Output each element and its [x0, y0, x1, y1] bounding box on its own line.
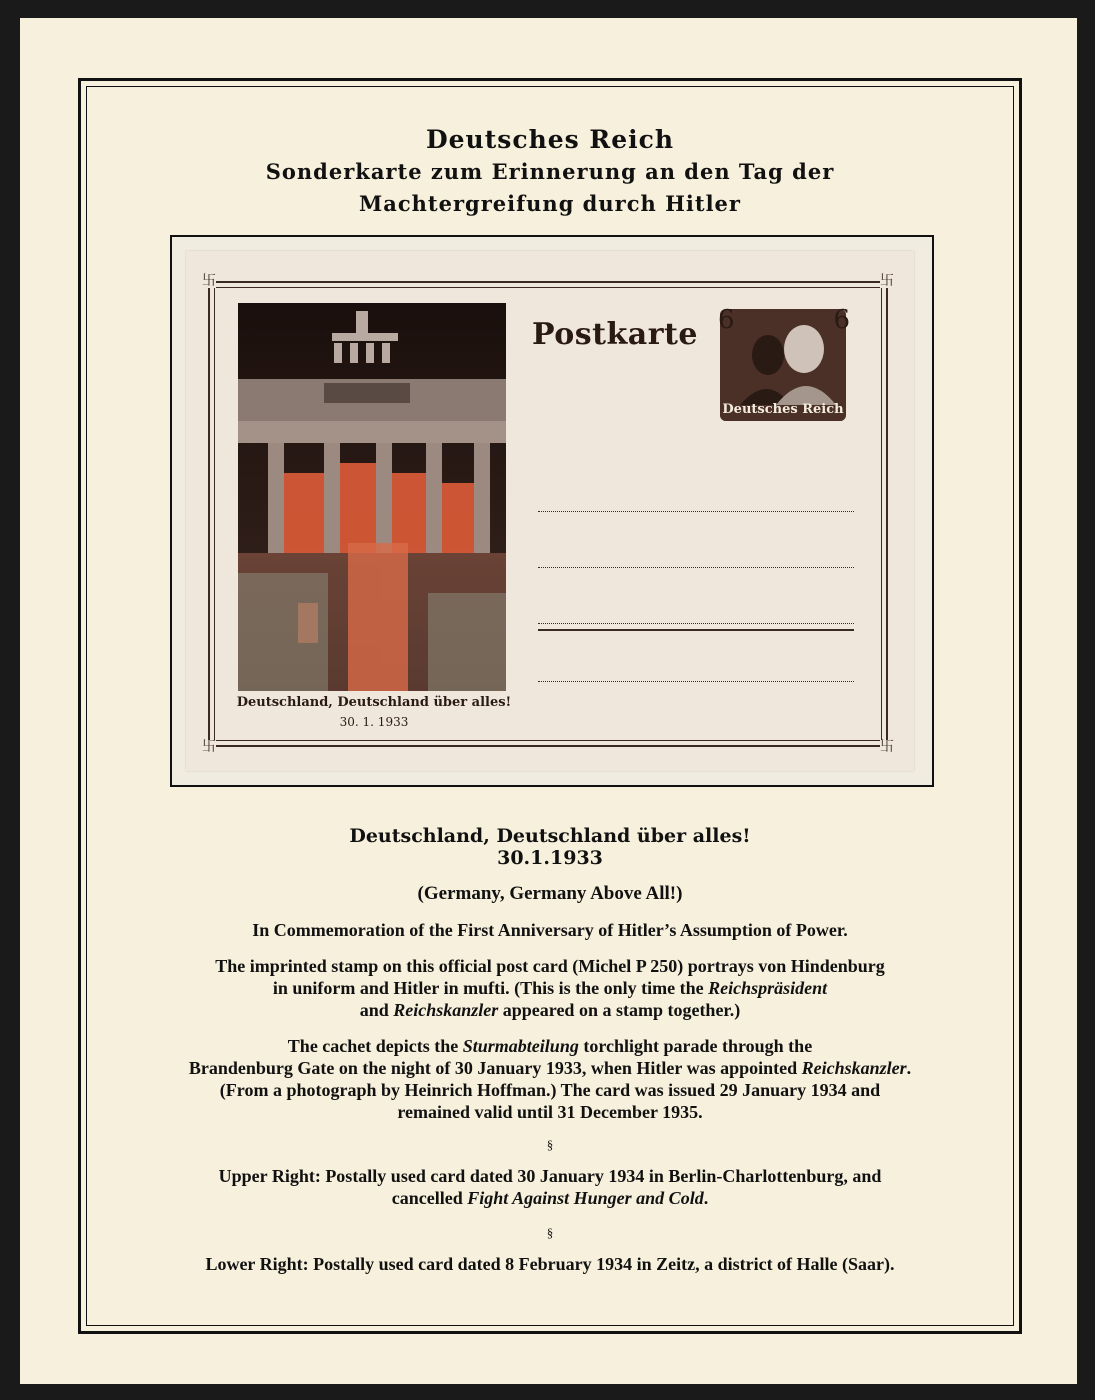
stamp-value-left: 6	[718, 305, 735, 335]
commemoration-text: In Commemoration of the First Anniversary of Hitler’s Assumption of Power.	[252, 920, 848, 940]
page-frame	[78, 78, 1022, 1334]
postcard	[186, 251, 914, 771]
address-line	[538, 623, 854, 624]
picture-date: 30. 1. 1933	[339, 715, 409, 729]
address-line	[538, 567, 854, 568]
heading-subtitle-1: Sonderkarte zum Erinnerung an den Tag der	[265, 159, 835, 184]
caption-title: Deutschland, Deutschland über alles!	[349, 825, 751, 847]
section-mark: §	[546, 1225, 554, 1240]
page-frame-inner	[86, 86, 1014, 1326]
address-line	[538, 629, 854, 631]
picture-caption: Deutschland, Deutschland über alles!	[236, 695, 512, 710]
lower-right-note: Lower Right: Postally used card dated 8 February 1934 in Zeitz, a district of Halle (Saar).	[205, 1254, 895, 1274]
stamp-value-right: 6	[833, 305, 850, 335]
cachet-paragraph: The cachet depicts the Sturmabteilung torchlight parade through the Brandenburg Gate on the night of 30 January 1933, when Hitler was appointed Reichskanzler. (From a photograph by Heinrich Hoffman.) The card was issued 29 January 1934 and remained valid until 31 December 1935.	[188, 1036, 912, 1122]
caption-translation: (Germany, Germany Above All!)	[417, 883, 683, 904]
corner-symbol-icon: 卐	[880, 273, 894, 289]
corner-symbol-icon: 卐	[202, 273, 216, 289]
stamp-text: Deutsches Reich	[722, 402, 844, 417]
caption-date: 30.1.1933	[497, 847, 603, 869]
heading-subtitle-2: Machtergreifung durch Hitler	[359, 191, 741, 216]
stamp-paragraph: The imprinted stamp on this official post card (Michel P 250) portrays von Hindenburg in uniform and Hitler in mufti. (This is the only time the Reichspräsident and Reichskanzler appeared on a stamp together.)	[215, 956, 885, 1020]
postcard-title: Postkarte	[532, 317, 698, 352]
stamp-portrait	[720, 309, 846, 421]
section-mark: §	[546, 1137, 554, 1152]
corner-symbol-icon: 卐	[880, 739, 894, 755]
brandenburg-gate-picture	[238, 303, 506, 691]
album-page	[20, 18, 1077, 1384]
heading-title: Deutsches Reich	[425, 125, 675, 154]
imprinted-stamp	[714, 305, 852, 425]
card-mount	[170, 235, 934, 787]
address-line	[538, 511, 854, 512]
address-line	[538, 681, 854, 682]
corner-symbol-icon: 卐	[202, 739, 216, 755]
upper-right-note: Upper Right: Postally used card dated 30 January 1934 in Berlin-Charlottenburg, and cancelled Fight Against Hunger and Cold.	[218, 1166, 882, 1208]
